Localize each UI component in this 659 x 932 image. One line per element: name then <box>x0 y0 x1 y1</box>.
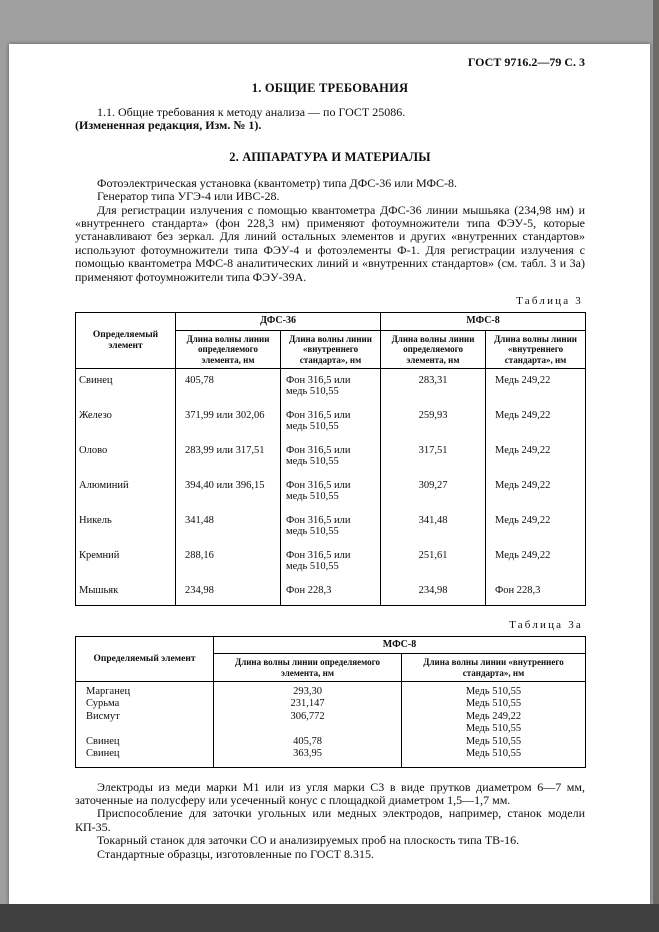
materials-list <box>75 781 585 861</box>
table-cell: 231,147 <box>214 698 402 710</box>
table-cell: Медь 510,55 <box>402 748 586 767</box>
table-cell: Медь 249,22 <box>486 408 586 443</box>
table-cell: Висмут <box>76 711 214 723</box>
table-cell: Медь 249,22 <box>486 369 586 409</box>
section-title-general: 1. ОБЩИЕ ТРЕБОВАНИЯ <box>251 81 409 95</box>
table-row <box>76 408 586 443</box>
table-cell: 283,99 или 317,51 <box>176 443 281 478</box>
table-cell: Никель <box>76 513 176 548</box>
table-cell: 363,95 <box>214 748 402 767</box>
table-cell <box>214 723 402 735</box>
table-cell: Фон 228,3 <box>281 583 381 605</box>
table-row <box>76 682 586 699</box>
table-3a-header-element: Определяемый элемент <box>76 636 214 682</box>
table-cell: Медь 249,22 <box>486 443 586 478</box>
table-3-header-wavelength-element-dfs36: Длина волны линии определяемого элемента, нм <box>176 330 281 369</box>
table-cell: Свинец <box>76 369 176 409</box>
table-cell: 394,40 или 396,15 <box>176 478 281 513</box>
table-3a-header-group-mfs8: МФС-8 <box>214 636 586 654</box>
table-row <box>76 548 586 583</box>
table-cell: Фон 316,5 или медь 510,55 <box>281 408 381 443</box>
table-cell: 234,98 <box>381 583 486 605</box>
section-title-apparatus: 2. АППАРАТУРА И МАТЕРИАЛЫ <box>229 149 431 164</box>
scan-bottom-band <box>0 904 659 932</box>
table-3-caption: Таблица 3 <box>516 295 583 308</box>
table-cell: Фон 316,5 или медь 510,55 <box>281 443 381 478</box>
table-3-header-group-dfs36: ДФС-36 <box>176 313 381 331</box>
table-cell: 306,772 <box>214 711 402 723</box>
table-row <box>76 583 586 605</box>
table-row <box>76 443 586 478</box>
table-cell: Кремний <box>76 548 176 583</box>
table-row <box>76 478 586 513</box>
table-cell: Медь 510,55 <box>402 723 586 735</box>
table-cell: Алюминий <box>76 478 176 513</box>
paragraph-standard-samples: Стандартные образцы, изготовленные по ГОСТ 8.315. <box>97 846 374 861</box>
table-3-header-wavelength-standard-mfs8: Длина волны линии «внутреннего стандарта», нм <box>486 330 586 369</box>
table-cell: 293,30 <box>214 682 402 699</box>
table-3a-body <box>76 682 586 767</box>
table-row <box>76 748 586 767</box>
table-row <box>76 736 586 748</box>
paragraph-electrodes: Электроды из меди марки М1 или из угля марки С3 в виде прутков диаметром 6—7 мм, заточенные на полусферу или усеченный конус с площадкой диаметром 1,5—1,7 мм. <box>75 779 585 807</box>
table-3a-header <box>76 636 586 682</box>
table-cell: Фон 228,3 <box>486 583 586 605</box>
table-cell: 234,98 <box>176 583 281 605</box>
table-cell: 371,99 или 302,06 <box>176 408 281 443</box>
paragraph-photoelectric: Фотоэлектрическая установка (квантометр) типа ДФС-36 или МФС-8. <box>97 175 458 190</box>
table-3a-caption: Таблица 3а <box>509 618 583 631</box>
table-cell: 405,78 <box>176 369 281 409</box>
table-cell: 405,78 <box>214 736 402 748</box>
table-cell: Медь 249,22 <box>486 548 586 583</box>
table-cell: Сурьма <box>76 698 214 710</box>
table-3-body <box>76 369 586 606</box>
paragraph-generator: Генератор типа УГЭ-4 или ИВС-28. <box>97 189 280 204</box>
table-cell: Медь 249,22 <box>402 711 586 723</box>
table-row <box>76 513 586 548</box>
paragraph-sharpening-device: Приспособление для заточки угольных или медных электродов, например, станок модели КП-35. <box>75 806 585 834</box>
table-cell: Олово <box>76 443 176 478</box>
table-cell: 288,16 <box>176 548 281 583</box>
paragraph-lathe: Токарный станок для заточки СО и анализируемых проб на плоскость типа ТВ-16. <box>97 833 520 848</box>
table-row <box>76 369 586 409</box>
paragraph-registration: Для регистрации излучения с помощью квантометра ДФС-36 линии мышьяка (234,98 нм) и «внутреннего стандарта» (фон 228,3 нм) применяют фотоумножители типа ФЭУ-5, которые устанавливают без зеркал. Для линий остальных элементов и других «внутренних стандартов» используют фотоумножители типа ФЭУ-4 и фотоэлементы Ф-1. Для регистрации излучения с помощью квантометра МФС-8 аналитических линий и «внутренних стандартов» (см. табл. 3 и 3а) применяют фотоумножители типа ФЭУ-39А. <box>75 202 585 284</box>
scan-right-edge <box>653 0 659 932</box>
table-cell: 251,61 <box>381 548 486 583</box>
table-cell: Медь 249,22 <box>486 478 586 513</box>
table-3 <box>75 312 586 606</box>
table-cell: Фон 316,5 или медь 510,55 <box>281 548 381 583</box>
table-3a <box>75 636 586 768</box>
table-3a-header-wavelength-element: Длина волны линии определяемого элемента, нм <box>214 654 402 682</box>
table-cell: Свинец <box>76 748 214 767</box>
table-cell: 259,93 <box>381 408 486 443</box>
table-cell: Железо <box>76 408 176 443</box>
table-cell: Фон 316,5 или медь 510,55 <box>281 478 381 513</box>
table-cell: Медь 249,22 <box>486 513 586 548</box>
table-row <box>76 698 586 710</box>
table-cell: 341,48 <box>381 513 486 548</box>
table-3a-header-wavelength-standard: Длина волны линии «внутреннего стандарта», нм <box>402 654 586 682</box>
table-cell: Свинец <box>76 736 214 748</box>
paragraph-general-requirements: 1.1. Общие требования к методу анализа — по ГОСТ 25086. <box>97 105 406 119</box>
table-3-header-wavelength-standard-dfs36: Длина волны линии «внутреннего стандарта», нм <box>281 330 381 369</box>
page-header: ГОСТ 9716.2—79 С. 3 <box>467 55 585 69</box>
table-cell: 341,48 <box>176 513 281 548</box>
table-cell: Марганец <box>76 682 214 699</box>
table-cell: Фон 316,5 или медь 510,55 <box>281 513 381 548</box>
table-cell <box>76 723 214 735</box>
table-row <box>76 711 586 723</box>
table-cell: Медь 510,55 <box>402 736 586 748</box>
table-cell: 309,27 <box>381 478 486 513</box>
table-cell: 317,51 <box>381 443 486 478</box>
table-3-header-group-mfs8: МФС-8 <box>381 313 586 331</box>
table-3-header <box>76 313 586 369</box>
document-page <box>9 44 650 904</box>
table-cell: Фон 316,5 или медь 510,55 <box>281 369 381 409</box>
table-3-header-wavelength-element-mfs8: Длина волны линии определяемого элемента, нм <box>381 330 486 369</box>
paragraph-amended-note: (Измененная редакция, Изм. № 1). <box>75 118 262 133</box>
table-row <box>76 723 586 735</box>
table-cell: Медь 510,55 <box>402 682 586 699</box>
table-cell: Медь 510,55 <box>402 698 586 710</box>
table-3-header-element: Определяемый элемент <box>76 313 176 369</box>
table-cell: Мышьяк <box>76 583 176 605</box>
table-cell: 283,31 <box>381 369 486 409</box>
